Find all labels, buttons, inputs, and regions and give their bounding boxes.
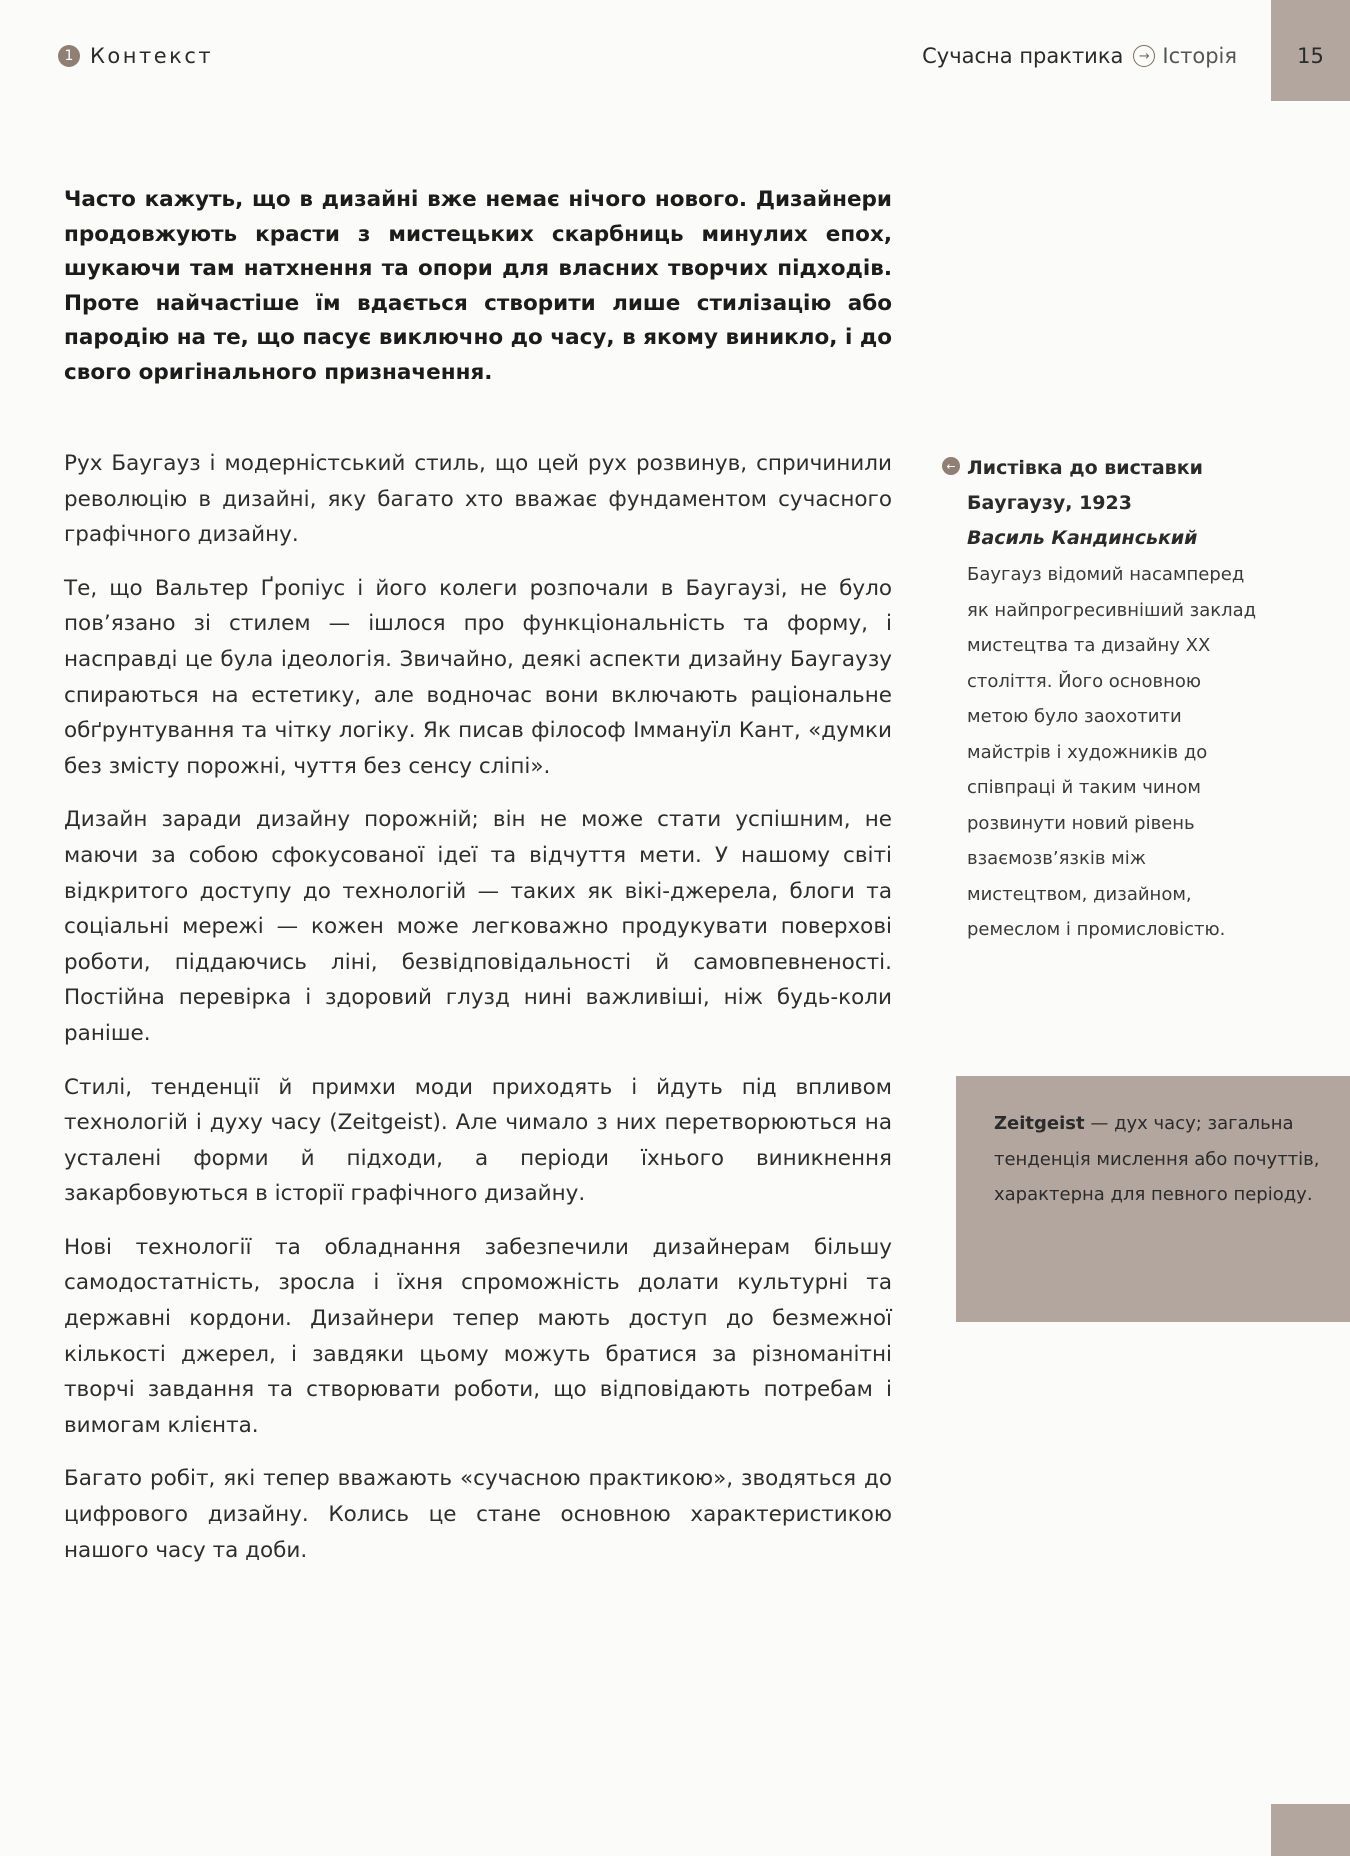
page-number: 15 bbox=[1297, 44, 1324, 68]
body-paragraph: Те, що Вальтер Ґропіус і його колеги розпочали в Баугаузі, не було пов’язано зі стилем — ішлося про функціональність та форму, і насправді це була ідеологія. Звичайно, деякі аспекти дизайну Баугаузу спираються на естетику, але водночас вони включають раціональне обґрунтування та чітку логіку. Як писав філософ Іммануїл Кант, «думки без змісту порожні, чуття без сенсу сліпі». bbox=[64, 575, 892, 779]
chapter-title: Контекст bbox=[90, 44, 214, 68]
page-edge-tab bbox=[1271, 1804, 1350, 1856]
page-number-tab bbox=[1271, 0, 1350, 101]
chapter-number-badge: 1 bbox=[58, 45, 80, 67]
arrow-left-circle-icon: ← bbox=[942, 457, 960, 475]
breadcrumb bbox=[922, 44, 1237, 68]
glossary-entry bbox=[994, 1106, 1326, 1213]
chapter-label bbox=[58, 44, 213, 68]
glossary-term: Zeitgeist bbox=[994, 1113, 1085, 1134]
glossary-box bbox=[956, 1076, 1350, 1322]
lead-paragraph: Часто кажуть, що в дизайні вже немає нічого нового. Дизайнери продовжують красти з мистецьких скарбниць минулих епох, шукаючи там натхнення та опори для власних творчих підходів. Проте найчастіше їм вдається створити лише стилізацію або пародію на те, що пасує виключно до часу, в якому виникло, і до свого оригінального призначення. bbox=[64, 187, 892, 385]
breadcrumb-current: Сучасна практика bbox=[922, 44, 1124, 68]
body-paragraph: Багато робіт, які тепер вважають «сучасною практикою», зводяться до цифрового дизайну. Колись це стане основною характеристикою нашого часу та доби. bbox=[64, 1466, 892, 1563]
caption-author: Василь Кандинський bbox=[967, 527, 1198, 549]
body-paragraph: Нові технології та обладнання забезпечили дизайнерам більшу самодостатність, зросла і їхня спроможність долати культурні та державні кордони. Дизайнери тепер мають доступ до безмежної кількості джерел, і завдяки цьому можуть братися за різноманітні творчі завдання та створювати роботи, що відповідають потребам і вимогам клієнта. bbox=[64, 1234, 892, 1438]
body-text bbox=[64, 446, 892, 1586]
body-paragraph: Рух Баугауз і модерністський стиль, що цей рух розвинув, спричинили революцію в дизайні, яку багато хто вважає фундаментом сучасного графічного дизайну. bbox=[64, 451, 892, 548]
caption-title: Листівка до виставки Баугаузу, 1923 bbox=[967, 457, 1203, 514]
arrow-right-circle-icon: → bbox=[1133, 45, 1155, 67]
image-caption bbox=[946, 451, 1267, 948]
body-paragraph: Дизайн заради дизайну порожній; він не може стати успішним, не маючи за собою сфокусованої ідеї та відчуття мети. У нашому світі відкритого доступу до технологій — таких як вікі-джерела, блоги та соціальні мережі — кожен може легковажно продукувати поверхові роботи, піддаючись ліні, безвідповідальності й самовпевненості. Постійна перевірка і здоровий глузд нині важливіші, ніж будь-коли раніше. bbox=[64, 807, 892, 1046]
glossary-definition: — дух часу; загальна тенденція мислення або почуттів, характерна для певного періоду. bbox=[994, 1113, 1320, 1205]
breadcrumb-next: Історія bbox=[1162, 44, 1237, 68]
body-paragraph: Стилі, тенденції й примхи моди приходять і йдуть під впливом технологій і духу часу (Zeitgeist). Але чимало з них перетворюються на усталені форми й підходи, а періоди їхнього виникнення закарбовуються в історії графічного дизайну. bbox=[64, 1074, 892, 1207]
caption-text: Баугауз відомий насамперед як найпрогресивніший заклад мистецтва та дизайну XX століття. Його основною метою було заохотити майстрів і художників до співпраці й таким чином розвинути новий рівень взаємозв’язків між мистецтвом, дизайном, ремеслом і промисловістю. bbox=[967, 564, 1257, 940]
